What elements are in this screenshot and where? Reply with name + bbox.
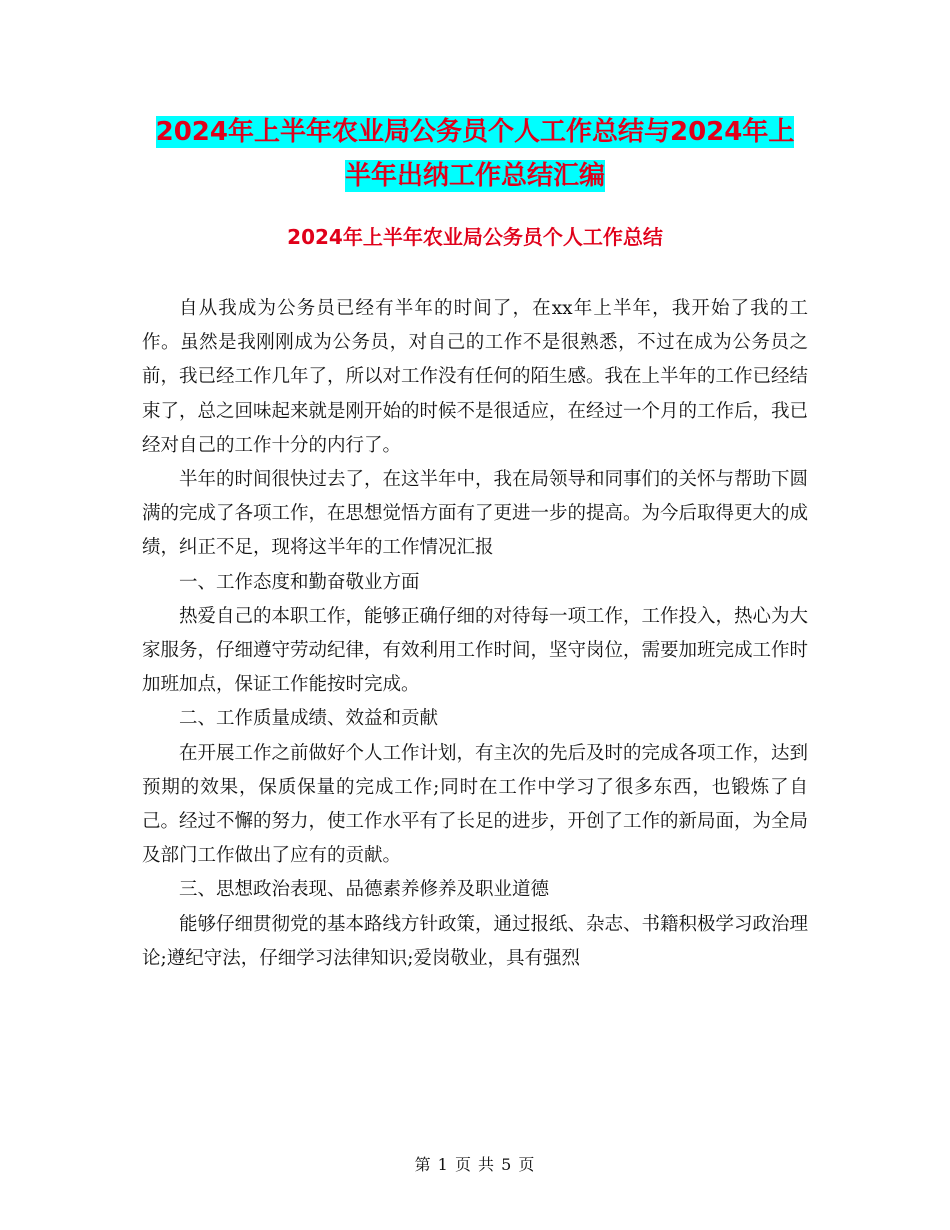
paragraph-summary: 半年的时间很快过去了，在这半年中，我在局领导和同事们的关怀与帮助下圆满的完成了各项工作，在思想觉悟方面有了更进一步的提高。为今后取得更大的成绩，纠正不足，现将这半年的工作情况汇报 bbox=[142, 469, 809, 559]
paragraph-work-attitude: 热爱自己的本职工作，能够正确仔细的对待每一项工作，工作投入，热心为大家服务，仔细遵守劳动纪律，有效利用工作时间，坚守岗位，需要加班完成工作时加班加点，保证工作能按时完成。 bbox=[142, 605, 809, 696]
section-title: 2024年上半年农业局公务员个人工作总结 bbox=[287, 225, 663, 249]
heading-work-attitude: 一、工作态度和勤奋敬业方面 bbox=[179, 571, 420, 593]
paragraph-work-quality: 在开展工作之前做好个人工作计划，有主次的先后及时的完成各项工作，达到预期的效果，保质保量的完成工作;同时在工作中学习了很多东西，也锻炼了自己。经过不懈的努力，使工作水平有了长足的进步，开创了工作的新局面，为全局及部门工作做出了应有的贡献。 bbox=[142, 742, 809, 867]
document-body bbox=[142, 292, 808, 976]
paragraph-intro: 自从我成为公务员已经有半年的时间了，在xx年上半年，我开始了我的工作。虽然是我刚刚成为公务员，对自己的工作不是很熟悉，不过在成为公务员之前，我已经工作几年了，所以对工作没有任何的陌生感。我在上半年的工作已经结束了，总之回味起来就是刚开始的时候不是很适应，在经过一个月的工作后，我已经对自己的工作十分的内行了。 bbox=[142, 298, 809, 456]
page-footer: 第 1 页 共 5 页 bbox=[414, 1155, 536, 1174]
document-title bbox=[140, 110, 810, 198]
heading-political-ethics: 三、思想政治表现、品德素养修养及职业道德 bbox=[179, 879, 550, 901]
paragraph-political-ethics: 能够仔细贯彻党的基本路线方针政策，通过报纸、杂志、书籍积极学习政治理论;遵纪守法，仔细学习法律知识;爱岗敬业，具有强烈 bbox=[142, 913, 809, 969]
document-title-line-2: 半年出纳工作总结汇编 bbox=[344, 161, 605, 191]
heading-work-quality: 二、工作质量成绩、效益和贡献 bbox=[179, 708, 439, 730]
document-title-line-1: 2024年上半年农业局公务员个人工作总结与2024年上 bbox=[155, 117, 795, 147]
